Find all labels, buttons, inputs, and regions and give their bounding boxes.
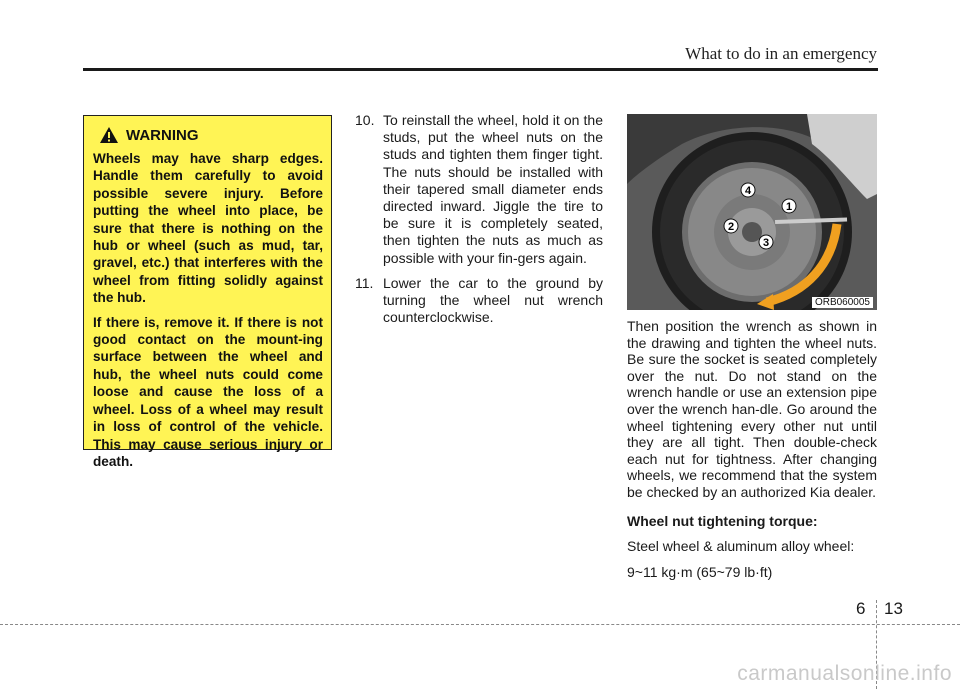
warning-paragraph: Wheels may have sharp edges. Handle them carefully to avoid possible severe injury. Before putting the wheel into place, be sure that there is nothing on the hub or wheel (such as mud, tar, gravel, etc.) that interferes with the wheel from fitting solidly against the hub.: [93, 151, 323, 306]
step-number: 11.: [355, 274, 374, 291]
nut-label: 2: [727, 221, 735, 233]
step-number: 10.: [355, 112, 375, 128]
wheel-figure: [627, 114, 877, 310]
body-column: [627, 318, 877, 589]
warning-box: [83, 115, 332, 469]
torque-value: 9~11 kg·m (65~79 lb·ft): [627, 563, 773, 580]
step-text: To reinstall the wheel, hold it on the studs, put the wheel nuts on the studs and tighten them finger tight. The nuts should be installed with their tapered small diameter ends directed inward. Jiggle the tire to be sure it is completely seated, then tighten the nuts as much as possible with your fin-gers again.: [383, 112, 603, 266]
warning-paragraph: If there is, remove it. If there is not good contact on the mount-ing surface between the wheel and hub, the wheel nuts could come loose and cause the loss of a wheel. Loss of a wheel may result in loss of control of the vehicle. This may cause serious injury or death.: [93, 314, 323, 469]
steps-list: [355, 112, 603, 334]
header-rule: [83, 68, 878, 71]
warning-heading: [99, 126, 323, 144]
nut-label: 3: [762, 237, 770, 249]
list-item: [355, 275, 603, 327]
wheel-illustration: [627, 114, 877, 310]
warning-title: WARNING: [126, 126, 199, 144]
step-text: Lower the car to the ground by turning the wheel nut wrench counterclockwise.: [383, 274, 603, 326]
page-number: 13: [884, 599, 903, 618]
nut-label: 1: [785, 201, 793, 213]
torque-applies: Steel wheel & aluminum alloy wheel:: [627, 538, 855, 555]
list-item: [355, 112, 603, 267]
body-paragraph: Then position the wrench as shown in the drawing and tighten the wheel nuts. Be sure the socket is seated completely over the nut. Do not stand on the wrench handle or use an extension pipe over the wrench han-dle. Go around the wheel tightening every other nut until they are all tight. Then double-check each nut for tightness. After changing wheels, we recommend that the system be checked by an authorized Kia dealer.: [627, 318, 877, 500]
footer-rule: [0, 624, 960, 625]
torque-label: Wheel nut tightening torque:: [627, 512, 818, 529]
figure-caption: ORB060005: [812, 297, 873, 308]
watermark: carmanualsonline.info: [737, 662, 952, 685]
chapter-number: 6: [856, 599, 866, 618]
warning-triangle-icon: [99, 126, 119, 144]
nut-label: 4: [744, 185, 752, 197]
section-title: What to do in an emergency: [685, 44, 877, 63]
